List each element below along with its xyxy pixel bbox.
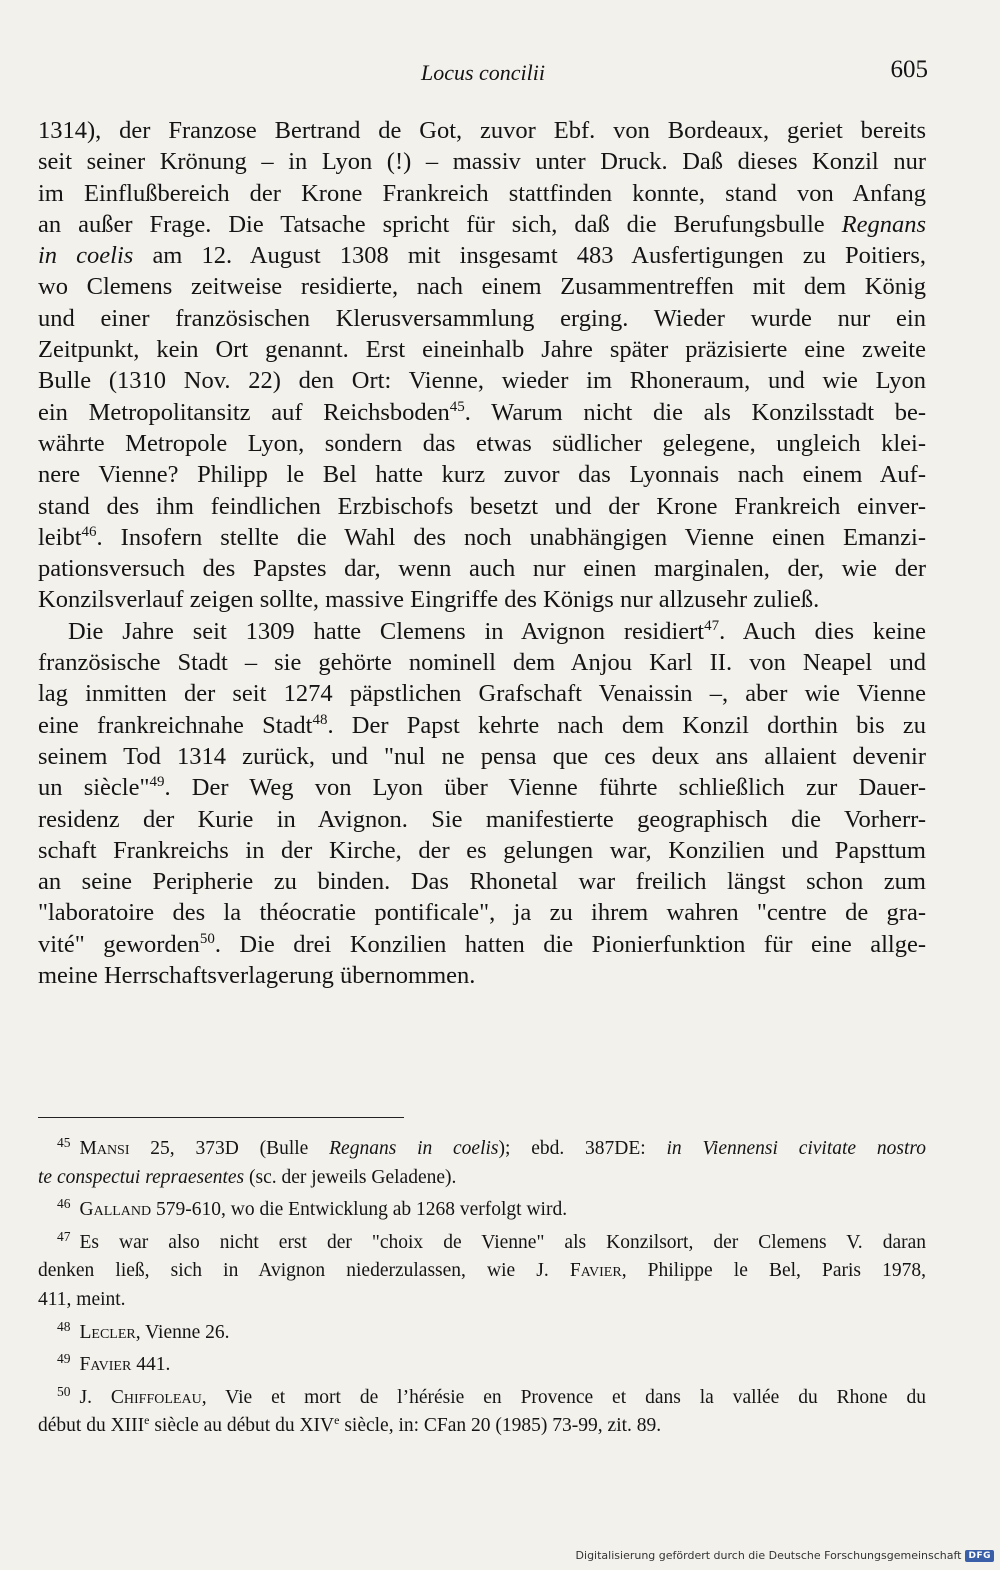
- text-line: [38, 146, 926, 177]
- text-segment: début du XIII: [38, 1415, 145, 1437]
- text-line: [38, 647, 926, 678]
- author-name: Galland: [79, 1199, 152, 1221]
- text-segment: un siècle": [38, 774, 150, 802]
- page-header: [38, 56, 928, 88]
- text-segment: an außer Frage. Die Tatsache spricht für sich, daß die Berufungsbulle: [38, 210, 842, 238]
- footnote-line: [38, 1229, 926, 1258]
- footnote: [38, 1135, 926, 1192]
- text-segment: , Philippe le Bel, Paris 1978,: [621, 1260, 926, 1282]
- text-segment: im Einflußbereich der Krone Frankreich stattfinden konnte, stand von Anfang: [38, 179, 926, 207]
- text-segment: ein Metropolitansitz auf Reichsboden: [38, 398, 450, 426]
- text-segment: ); ebd. 387DE:: [498, 1138, 667, 1159]
- text-segment: Es war also nicht erst der "choix de Vienne" als Konzilsort, der Clemens V. daran: [79, 1231, 926, 1253]
- text-segment: leibt: [38, 523, 82, 551]
- text-segment: seinem Tod 1314 zurück, und "nul ne pensa que ces deux ans allaient devenir: [38, 742, 926, 770]
- text-line: [38, 459, 926, 490]
- footnote-reference: e: [144, 1413, 150, 1428]
- text-line: [38, 365, 926, 396]
- footnote-number: 46: [57, 1196, 71, 1212]
- text-line: [38, 772, 926, 803]
- text-line: [38, 491, 926, 522]
- text-line: [38, 960, 926, 991]
- author-name: Lecler: [79, 1321, 136, 1343]
- text-segment: währte Metropole Lyon, sondern das etwas südlicher gelegene, ungleich klei-: [38, 429, 926, 457]
- author-name: Favier: [79, 1354, 132, 1376]
- text-segment: Die Jahre seit 1309 hatte Clemens in Avignon residiert: [68, 617, 705, 645]
- text-segment: 25, 373D (Bulle: [129, 1138, 330, 1159]
- footnote: [38, 1196, 926, 1225]
- footnote-line: [38, 1135, 926, 1164]
- footnote-rule: [38, 1117, 404, 1118]
- text-segment: und einer französischen Klerusversammlung erging. Wieder wurde nur ein: [38, 304, 926, 332]
- running-title: Locus concilii: [420, 60, 546, 85]
- footnote-reference: 47: [704, 617, 720, 634]
- text-segment: meine Herrschaftsverlagerung übernommen.: [38, 962, 476, 990]
- text-line: [38, 397, 926, 428]
- text-segment: , Vie et mort de l’hérésie en Provence et dans la vallée du Rhone du: [201, 1386, 927, 1408]
- text-segment: siècle, in: CFan 20 (1985) 73-99, zit. 89.: [339, 1415, 662, 1437]
- text-line: [38, 334, 926, 365]
- text-line: [38, 584, 926, 615]
- footnote-line: [38, 1319, 926, 1348]
- text-segment: , Vienne 26.: [135, 1321, 230, 1343]
- author-name: Mansi: [79, 1138, 130, 1159]
- text-segment: an seine Peripherie zu binden. Das Rhonetal war freilich längst schon zum: [38, 868, 926, 896]
- text-segment: "laboratoire des la théocratie pontificale", ja zu ihrem wahren "centre de gra-: [38, 899, 926, 927]
- text-segment: Zeitpunkt, kein Ort genannt. Erst eineinhalb Jahre später präzisierte eine zweite: [38, 336, 926, 364]
- text-line: [38, 271, 926, 302]
- text-line: [38, 209, 926, 240]
- text-segment: residenz der Kurie in Avignon. Sie manifestierte geographisch die Vorherr-: [38, 805, 926, 833]
- italic-text: te conspectui repraesentes: [38, 1166, 245, 1188]
- footnote-line: [38, 1286, 926, 1315]
- footnote: [38, 1229, 926, 1315]
- footnote-number: 48: [57, 1318, 71, 1334]
- text-segment: . Die drei Konzilien hatten die Pionierfunktion für eine allge-: [214, 930, 926, 958]
- footnote-line: [38, 1196, 926, 1225]
- footnote-number: 49: [57, 1351, 71, 1367]
- text-segment: nere Vienne? Philipp le Bel hatte kurz zuvor das Lyonnais nach einem Auf-: [38, 461, 926, 489]
- text-line: [38, 929, 926, 960]
- text-segment: . Der Papst kehrte nach dem Konzil dorthin bis zu: [327, 711, 926, 739]
- footnote-reference: 46: [81, 523, 97, 540]
- digitization-credit: [576, 1549, 994, 1562]
- author-name: Chiffoleau: [110, 1386, 202, 1408]
- footnote-line: [38, 1412, 926, 1441]
- text-segment: französische Stadt – sie gehörte nominell dem Anjou Karl II. von Neapel und: [38, 649, 926, 677]
- text-segment: seit seiner Krönung – in Lyon (!) – massiv unter Druck. Daß dieses Konzil nur: [38, 148, 926, 176]
- page-number: 605: [890, 56, 928, 83]
- text-segment: am 12. August 1308 mit insgesamt 483 Ausfertigungen zu Poitiers,: [133, 242, 926, 270]
- text-segment: Konzilsverlauf zeigen sollte, massive Eingriffe des Königs nur allzusehr zuließ.: [38, 586, 820, 614]
- text-line: [38, 553, 926, 584]
- footnotes: [38, 1135, 926, 1441]
- footnote-reference: 49: [149, 774, 165, 791]
- text-segment: vité" geworden: [38, 930, 200, 958]
- text-segment: pationsversuch des Papstes dar, wenn auch nur einen marginalen, der, wie der: [38, 555, 926, 583]
- footnote-reference: 50: [199, 930, 215, 947]
- text-segment: siècle au début du XIV: [149, 1415, 335, 1437]
- text-segment: schaft Frankreichs in der Kirche, der es gelungen war, Konzilien und Papsttum: [38, 836, 926, 864]
- text-line: [38, 804, 926, 835]
- text-segment: 1314), der Franzose Bertrand de Got, zuvor Ebf. von Bordeaux, geriet bereits: [38, 117, 926, 144]
- text-segment: stand des ihm feindlichen Erzbischofs besetzt und der Krone Frankreich einver-: [38, 492, 926, 520]
- text-line: [38, 897, 926, 928]
- italic-text: Regnans in coelis: [329, 1138, 499, 1159]
- text-line: [38, 710, 926, 741]
- footnote-line: [38, 1384, 926, 1413]
- text-segment: J.: [79, 1386, 111, 1408]
- text-segment: denken ließ, sich in Avignon niederzulassen, wie J.: [38, 1260, 570, 1282]
- text-segment: (sc. der jeweils Geladene).: [244, 1166, 457, 1188]
- text-line: [38, 178, 926, 209]
- text-segment: 411, meint.: [38, 1288, 126, 1310]
- footnote: [38, 1384, 926, 1441]
- text-line: [38, 428, 926, 459]
- footnote-line: [38, 1257, 926, 1286]
- footnote-number: 50: [57, 1383, 71, 1399]
- text-line: [38, 115, 926, 146]
- footnote: [38, 1319, 926, 1348]
- footnote-number: 47: [57, 1228, 71, 1244]
- text-line: [38, 303, 926, 334]
- text-line: [38, 240, 926, 271]
- footnote-line: [38, 1164, 926, 1193]
- footnote: [38, 1351, 926, 1380]
- italic-text: Regnans: [841, 210, 926, 238]
- text-line: [38, 522, 926, 553]
- text-segment: . Warum nicht die als Konzilsstadt be-: [464, 398, 926, 426]
- italic-text: in coelis: [38, 242, 134, 270]
- text-segment: Bulle (1310 Nov. 22) den Ort: Vienne, wieder im Rhoneraum, und wie Lyon: [38, 367, 926, 395]
- footnote-line: [38, 1351, 926, 1380]
- text-segment: . Auch dies keine: [719, 617, 926, 645]
- text-segment: eine frankreichnahe Stadt: [38, 711, 313, 739]
- text-segment: 441.: [131, 1354, 171, 1376]
- footnote-number: 45: [57, 1135, 71, 1150]
- text-line: [38, 678, 926, 709]
- text-segment: lag inmitten der seit 1274 päpstlichen Grafschaft Venaissin –, aber wie Vienne: [38, 680, 926, 708]
- text-segment: wo Clemens zeitweise residierte, nach einem Zusammentreffen mit dem König: [38, 273, 926, 301]
- footnote-reference: 45: [449, 398, 465, 415]
- text-line: [38, 866, 926, 897]
- text-segment: 579-610, wo die Entwicklung ab 1268 verfolgt wird.: [151, 1199, 568, 1221]
- text-line: [38, 616, 926, 647]
- credit-text: Digitalisierung gefördert durch die Deutsche Forschungsgemeinschaft: [575, 1549, 962, 1562]
- text-segment: . Insofern stellte die Wahl des noch unabhängigen Vienne einen Emanzi-: [96, 523, 926, 551]
- text-line: [38, 741, 926, 772]
- main-text: [38, 115, 926, 991]
- footnote-reference: 48: [312, 711, 328, 728]
- dfg-logo: DFG: [965, 1550, 994, 1562]
- footnote-reference: e: [334, 1413, 340, 1428]
- text-segment: . Der Weg von Lyon über Vienne führte schließlich zur Dauer-: [164, 774, 926, 802]
- author-name: Favier: [569, 1260, 622, 1282]
- text-line: [38, 835, 926, 866]
- italic-text: in Viennensi civitate nostro: [666, 1138, 926, 1159]
